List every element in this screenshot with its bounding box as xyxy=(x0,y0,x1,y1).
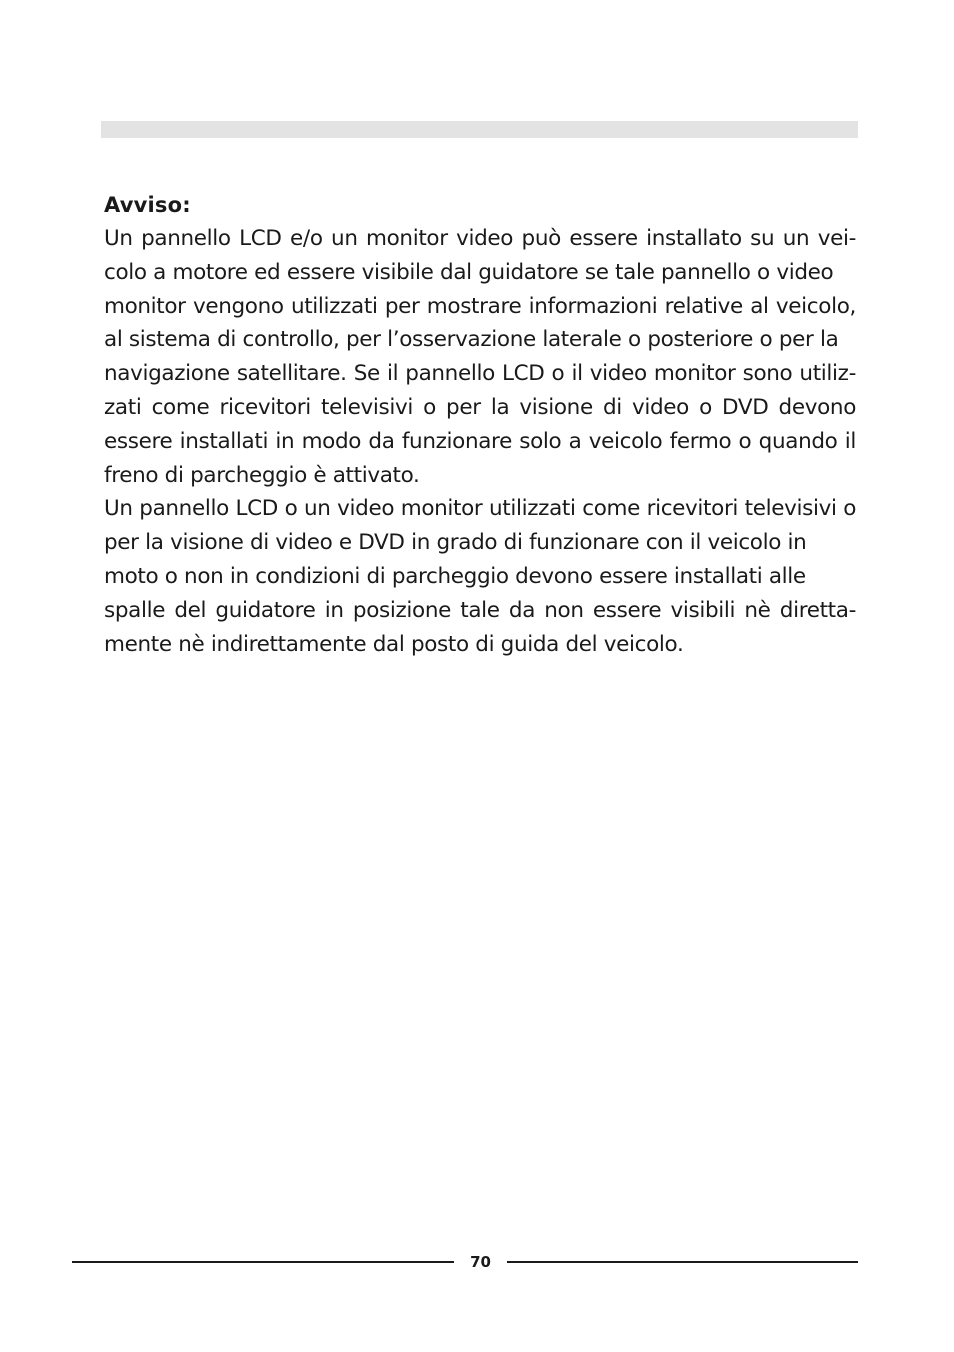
text-line: per la visione di video e DVD in grado di funzionare con il veicolo in xyxy=(104,530,807,556)
footer-rule-left xyxy=(72,1261,454,1263)
text-line: colo a motore ed essere visibile dal guidatore se tale pannello o video xyxy=(104,259,834,285)
page-number: 70 xyxy=(470,1253,491,1271)
notice-heading: Avviso: xyxy=(104,193,191,217)
text-line: Un pannello LCD o un video monitor utilizzati come ricevitori televisivi o xyxy=(104,496,856,522)
text-line: freno di parcheggio è attivato. xyxy=(104,462,420,488)
notice-paragraph-2 xyxy=(104,492,856,661)
text-line: Un pannello LCD e/o un monitor video può essere installato su un vei- xyxy=(104,226,856,251)
footer-rule-right xyxy=(507,1261,858,1263)
text-line: mente nè indirettamente dal posto di guida del veicolo. xyxy=(104,631,684,657)
notice-section xyxy=(104,188,856,661)
text-line: al sistema di controllo, per l’osservazione laterale o posteriore o per la xyxy=(104,327,839,353)
text-line: moto o non in condizioni di parcheggio devono essere installati alle xyxy=(104,563,806,589)
text-line: essere installati in modo da funzionare solo a veicolo fermo o quando il xyxy=(104,428,856,454)
text-line: monitor vengono utilizzati per mostrare informazioni relative al veicolo, xyxy=(104,293,856,319)
header-bar xyxy=(101,121,858,138)
notice-paragraph-1 xyxy=(104,222,856,492)
text-line: spalle del guidatore in posizione tale da non essere visibili nè diretta- xyxy=(104,597,856,623)
text-line: navigazione satellitare. Se il pannello LCD o il video monitor sono utiliz- xyxy=(104,361,856,387)
text-line: zati come ricevitori televisivi o per la visione di video o DVD devono xyxy=(104,394,856,420)
